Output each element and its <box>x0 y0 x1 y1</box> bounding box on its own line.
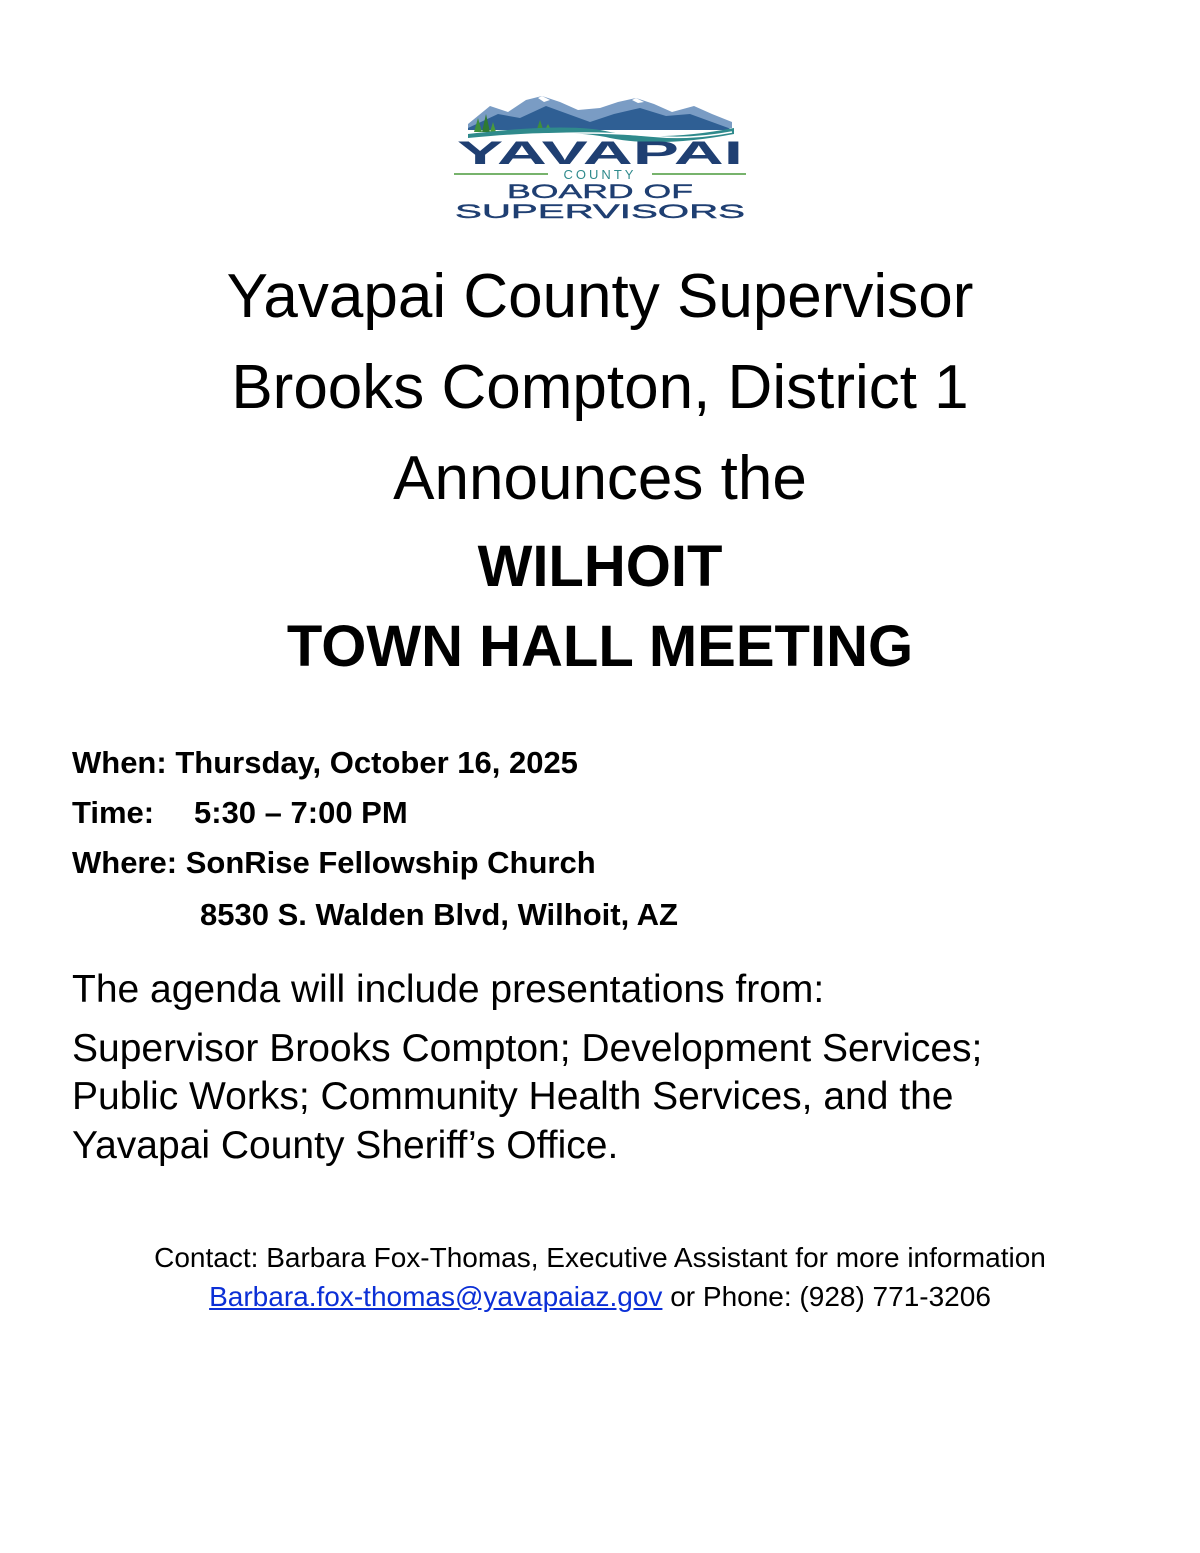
where-row <box>72 845 596 881</box>
mountain-logo-icon <box>450 92 750 224</box>
time-label: Time: <box>72 795 155 830</box>
headline-line-2: Brooks Compton, District 1 <box>231 353 969 422</box>
logo-name-text: YAVAPAI <box>457 135 743 171</box>
event-title: TOWN HALL MEETING <box>286 614 914 679</box>
address-line: 8530 S. Walden Blvd, Wilhoit, AZ <box>200 897 678 932</box>
agenda-line-2: Public Works; Community Health Services, and the <box>72 1075 954 1118</box>
county-logo <box>450 92 750 224</box>
time-row <box>72 795 408 831</box>
phone-text: or Phone: (928) 771-3206 <box>662 1281 991 1312</box>
email-link[interactable]: Barbara.fox-thomas@yavapaiaz.gov <box>209 1281 663 1312</box>
logo-supervisors-text: SUPERVISORS <box>455 202 745 223</box>
headline-line-3: Announces the <box>393 444 807 513</box>
where-label: Where: <box>72 845 178 880</box>
logo-county-text: COUNTY <box>563 167 637 182</box>
agenda-intro: The agenda will include presentations from: <box>72 968 825 1011</box>
event-location-title: WILHOIT <box>477 534 723 599</box>
logo-board-text: BOARD OF <box>507 182 693 203</box>
agenda-line-1: Supervisor Brooks Compton; Development Services; <box>72 1027 983 1070</box>
time-value: 5:30 – 7:00 PM <box>194 795 408 830</box>
when-value: Thursday, October 16, 2025 <box>175 745 578 780</box>
agenda-line-3: Yavapai County Sheriff’s Office. <box>72 1124 619 1167</box>
when-label: When: <box>72 745 167 780</box>
contact-email-phone <box>0 1279 1200 1315</box>
contact-line: Contact: Barbara Fox-Thomas, Executive Assistant for more information <box>154 1242 1046 1273</box>
when-row <box>72 745 578 781</box>
headline-line-1: Yavapai County Supervisor <box>226 262 974 331</box>
where-value: SonRise Fellowship Church <box>185 845 596 880</box>
